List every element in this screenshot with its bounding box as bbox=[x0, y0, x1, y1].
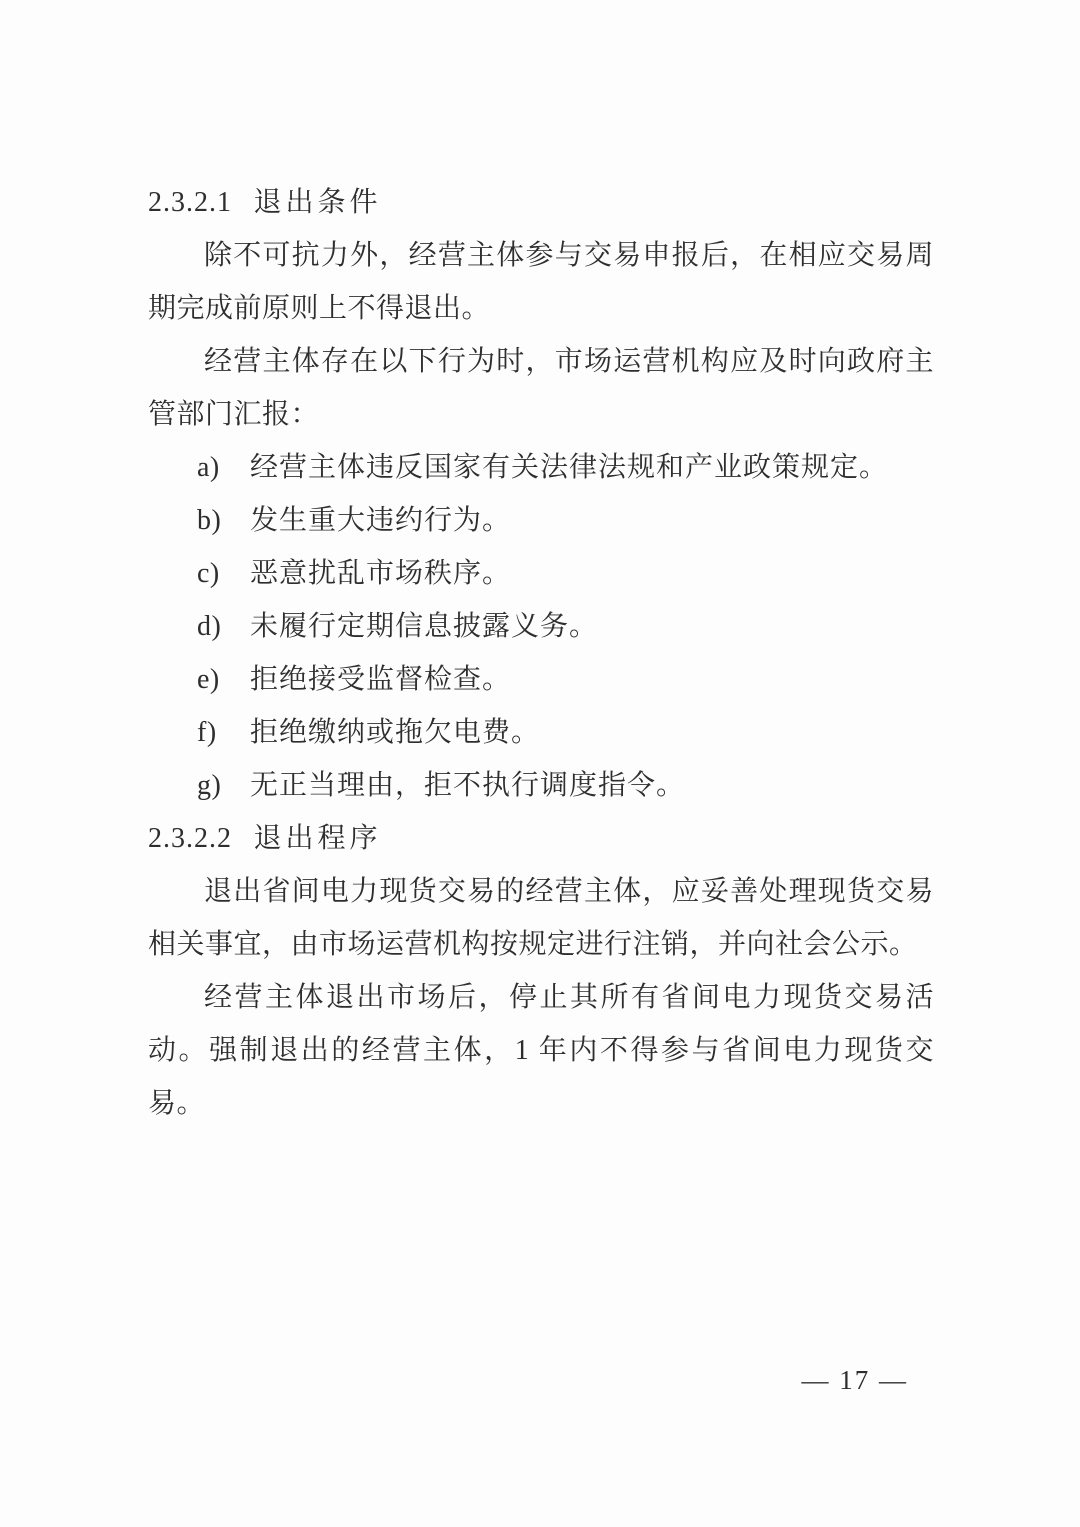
section-title: 退出条件 bbox=[253, 187, 382, 218]
list-item-marker: b) bbox=[197, 505, 222, 536]
list-item bbox=[148, 706, 934, 759]
document-content bbox=[148, 176, 934, 1130]
section-heading-2 bbox=[148, 812, 934, 865]
page-number: — 17 — bbox=[801, 1365, 908, 1395]
list-item bbox=[148, 600, 934, 653]
list-item-text: 无正当理由，拒不执行调度指令。 bbox=[250, 770, 686, 801]
list-item bbox=[148, 759, 934, 812]
section-title: 退出程序 bbox=[253, 823, 382, 854]
list-item-text: 经营主体违反国家有关法律法规和产业政策规定。 bbox=[250, 452, 889, 483]
list-item-marker: a) bbox=[197, 452, 220, 483]
paragraph: 除不可抗力外，经营主体参与交易申报后，在相应交易周期完成前原则上不得退出。 bbox=[148, 240, 934, 324]
list-item-marker: e) bbox=[197, 664, 220, 695]
list-item-marker: g) bbox=[197, 770, 222, 801]
condition-list bbox=[148, 441, 934, 812]
list-item-text: 恶意扰乱市场秩序。 bbox=[250, 558, 512, 589]
list-item-text: 拒绝缴纳或拖欠电费。 bbox=[250, 717, 541, 748]
list-item-text: 未履行定期信息披露义务。 bbox=[250, 611, 599, 642]
list-item bbox=[148, 653, 934, 706]
list-item-marker: d) bbox=[197, 611, 222, 642]
section-number: 2.3.2.2 bbox=[148, 823, 232, 854]
list-item-marker: f) bbox=[197, 717, 217, 748]
section-number: 2.3.2.1 bbox=[148, 187, 232, 218]
list-item-text: 发生重大违约行为。 bbox=[250, 505, 512, 536]
paragraph: 退出省间电力现货交易的经营主体，应妥善处理现货交易相关事宜，由市场运营机构按规定进行注销，并向社会公示。 bbox=[148, 876, 934, 960]
list-item bbox=[148, 494, 934, 547]
paragraph: 经营主体存在以下行为时，市场运营机构应及时向政府主管部门汇报： bbox=[148, 346, 934, 430]
section-heading-1 bbox=[148, 176, 934, 229]
list-item bbox=[148, 441, 934, 494]
list-item-marker: c) bbox=[197, 558, 220, 589]
list-item-text: 拒绝接受监督检查。 bbox=[250, 664, 512, 695]
list-item bbox=[148, 547, 934, 600]
paragraph: 经营主体退出市场后，停止其所有省间电力现货交易活动。强制退出的经营主体，1 年内不得参与省间电力现货交易。 bbox=[148, 982, 934, 1119]
